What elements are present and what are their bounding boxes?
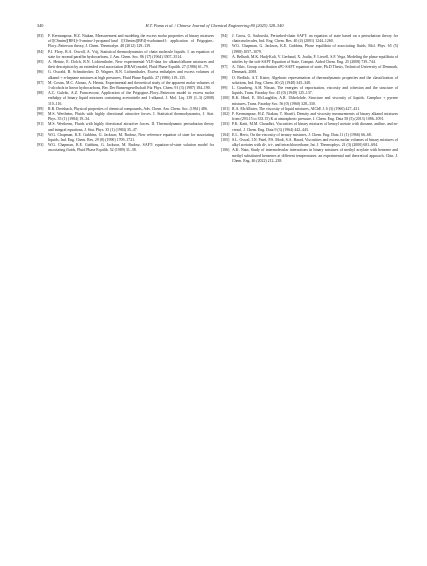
reference-item (221, 122, 398, 132)
references-right-column (221, 34, 398, 164)
reference-text: R.K. Hind, E. McLaughlin, A.R. Ubbelohde, Structure and viscosity of liquids. Camphor + pyrene mixtures, Trans. Faraday Soc. 56 (0) (1960) 328–330. (232, 96, 398, 106)
reference-item (37, 50, 214, 60)
reference-item (37, 81, 214, 91)
reference-text: A.K. Nain, Study of intermolecular interactions in binary mixtures of methyl acrylate with benzene and methyl substituted benzenes at different temperatures: an experimental and theoretical approach, Chin. J. Chem. Eng. 46 (2022) 212–238. (232, 148, 398, 163)
reference-text: S.L. Oswal, I.N. Patel, P.S. Modi, S.A. Barad, Viscosities and excess molar volumes of binary mixtures of alkyl acetates with di-, tri-, and tetrachloroethane, Int. J. Thermophys. 21 (3) (2000) 681–694. (232, 138, 398, 148)
reference-text: F. Kermanpour, H.Z. Niakan, T. Sharifi, Density and viscosity measurements of binary alkanol mixtures from (293.15 to 333.15) K at atmospheric pressure, J. Chem. Eng. Data 58 (5) (2013) 1086–1091. (232, 112, 398, 122)
reference-item (221, 44, 398, 54)
running-title: H.T. Pama et al. / Chinese Journal of Chemical Engineering 80 (2025) 328–340 (145, 23, 284, 28)
reference-number: [96] (221, 54, 228, 59)
reference-item (37, 112, 214, 122)
reference-text: W.G. Chapman, K.E. Gubbins, G. Jackson, M. Radosz, SAFT: equation-of-state solution model for associating fluids, Fluid Phase Equilib. 52 (1989) 31–38. (48, 143, 214, 153)
reference-number: [99] (221, 86, 228, 91)
reference-number: [87] (37, 80, 44, 85)
reference-item (37, 60, 214, 70)
reference-number: [102] (221, 112, 230, 117)
reference-item (221, 55, 398, 65)
reference-text: O. Redlich, A.T. Kister, Algebraic representation of thermodynamic properties and the classification of solutions, Ind. Eng. Chem. 40 (2) (1948) 345–348. (232, 75, 398, 85)
reference-text: W.G. Chapman, G. Jackson, K.E. Gubbins, Phase equilibria of associating fluids, Mol. Phys. 65 (5) (1988) 1057–1079. (232, 44, 398, 54)
reference-text: M. Costas, M.C. Alonso, A. Heintz, Experimental and theoretical study of the apparent molar volumes of 1-alcohols in linear hydrocarbons, Ber. Der Bunsengesellschaft Für Phys. Chem. 91 (3) (1987) 184–190. (48, 80, 214, 91)
reference-text: E.L. Heric, On the viscosity of ternary mixtures, J. Chem. Eng. Data 11 (1) (1966) 66–68. (232, 132, 372, 137)
reference-item (221, 65, 398, 75)
reference-number: [84] (37, 49, 44, 54)
reference-number: [95] (221, 44, 228, 49)
reference-number: [100] (221, 96, 230, 101)
reference-text: M.S. Wertheim, Fluids with highly directional attractive forces. II. Thermodynamic perturbation theory and integral equations, J. Stat. Phys. 35 (1) (1984) 35–47. (48, 122, 214, 132)
page-number: 340 (37, 23, 44, 28)
reference-item (221, 34, 398, 44)
reference-number: [93] (37, 143, 44, 148)
reference-text: M.S. Wertheim, Fluids with highly directional attractive forces. I. Statistical thermodynamics, J. Stat. Phys. 35 (1) (1984) 19–34. (48, 112, 214, 122)
reference-number: [85] (37, 60, 44, 65)
reference-text: G. Oswald, R. Schmittecker, D. Wagner, R.N. Lichtenthaler, Excess enthalpies and excess volumes of alkanol + n-heptane mixtures at high pressures, Fluid Phase Equilib. 27 (1986) 119–135. (48, 70, 214, 80)
reference-item (221, 96, 398, 106)
reference-text: A.C. Galvão, A.Z. Francesconi, Application of the Prigogine–Flory–Patterson model to excess molar enthalpy of binary liquid mixtures containing acetonitrile and 1-alkanol, J. Mol. Liq. 139 (1–3) (2008) 110–116. (48, 91, 214, 106)
reference-number: [105] (221, 138, 230, 143)
reference-text: P.K. Katti, M.M. Chaudhri, Viscosities of binary mixtures of benzyl acetate with dioxane, aniline, and m-cresol, J. Chem. Eng. Data 9 (3) (1964) 442–443. (232, 122, 398, 132)
reference-number: [86] (37, 70, 44, 75)
reference-number: [97] (221, 65, 228, 70)
reference-item (37, 91, 214, 107)
reference-number: [106] (221, 148, 230, 153)
reference-item (37, 143, 214, 153)
reference-number: [104] (221, 132, 230, 137)
reference-number: [89] (37, 106, 44, 111)
reference-number: [94] (221, 34, 228, 38)
reference-text: R.R. Dreisbach, Physical properties of chemical compounds, Adv. Chem. Am. Chem. Soc. (1961) 486. (48, 106, 208, 111)
reference-text: L. Grunberg, A.H. Nissan, The energies of vaporisation, viscosity and cohesion and the structure of liquids, Trans. Faraday Soc. 45 (0) (1949) 125–137. (232, 86, 398, 96)
reference-text: A. Tihic, Group contribution sPC-SAFT equation of state, Ph.D Thesis, Technical University of Denmark, Denmark, 2008. (232, 65, 398, 75)
reference-number: [103] (221, 122, 230, 127)
reference-number: [92] (37, 132, 44, 137)
reference-text: W.G. Chapman, K.E. Gubbins, G. Jackson, M. Radosz, New reference equation of state for associating liquids, Ind. Eng. Chem. Res. 29 (8) (1990) 1709–1721. (48, 132, 214, 143)
reference-number: [83] (37, 34, 44, 38)
reference-item (37, 122, 214, 132)
reference-item (37, 70, 214, 80)
reference-item (221, 76, 398, 86)
reference-item (37, 133, 214, 143)
reference-item (37, 34, 214, 50)
references-left-column (37, 34, 214, 154)
reference-item (221, 112, 398, 122)
reference-number: [101] (221, 106, 230, 111)
reference-item (221, 138, 398, 148)
reference-text: J. Gross, G. Sadowski, Perturbed-chain SAFT: an equation of state based on a perturbation theory for chain molecules, Ind. Eng. Chem. Res. 40 (4) (2001) 1244–1260. (232, 34, 398, 44)
reference-number: [88] (37, 91, 44, 96)
reference-number: [90] (37, 112, 44, 117)
reference-text: R.A. McAllister, The viscosity of liquid mixtures, AIChE J. 6 (3) (1960) 427–431. (232, 106, 361, 111)
reference-number: [91] (37, 122, 44, 127)
reference-text: F. Kermanpour, H.Z. Niakan, Measurement and modeling the excess molar properties of binary mixtures of{[C6mim][BF4]+3-amino-1-propanol}and {[C6mim][BF4]+isobutanol}: application of Prigogine–Flory–Patterson theory, J. Chem. Thermodyn. 48 (2012) 129–139. (48, 34, 214, 49)
reference-number: [98] (221, 75, 228, 80)
reference-item (221, 86, 398, 96)
reference-text: A. Belhadi, M.K. Hadj-Kali, V. Gerbaud, X. Joulia, F. Lisvell, S.F. Vega, Modeling the phase equilibria of nitriles by the soft-SAFT Equation of State, Comput. Aided Chem. Eng. 25 (2008) 739–744. (232, 54, 398, 65)
reference-text: P.J. Flory, R.A. Orwoll, A. Vrij, Statistical thermodynamics of chain molecule liquids. I. an equation of state for normal paraffin hydrocarbons, J. Am. Chem. Soc. 86 (17) (1964) 3507–3514. (48, 49, 214, 59)
reference-item (221, 148, 398, 164)
page-header (37, 23, 392, 31)
reference-text: A. Heintz, E. Dolch, R.N. Lichtenthaler, New experimental VLE-data for alkanol/alkane mixtures and their description by an extended real association (ERAS) model, Fluid Phase Equilib. 27 (1986) 61–79. (48, 60, 214, 70)
